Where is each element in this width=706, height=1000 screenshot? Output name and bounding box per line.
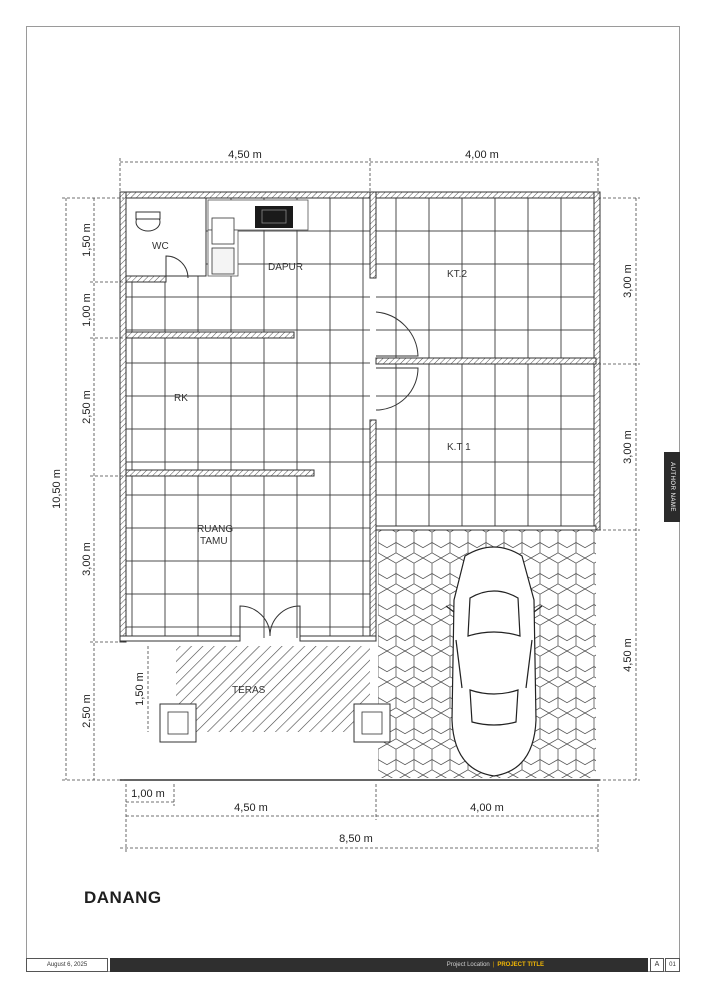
dim-left-rk: 2,50 m bbox=[81, 390, 93, 424]
dim-right-carport: 4,50 m bbox=[622, 638, 634, 672]
room-label-wc: WC bbox=[152, 241, 169, 252]
room-label-teras: TERAS bbox=[232, 685, 266, 696]
dim-right-kt2: 3,00 m bbox=[622, 264, 634, 298]
room-label-dapur: DAPUR bbox=[268, 262, 304, 273]
room-label-tamu: TAMU bbox=[200, 536, 228, 547]
wall-front-left bbox=[120, 636, 240, 641]
dim-bottom-right: 4,00 m bbox=[470, 802, 504, 814]
dim-top-left: 4,50 m bbox=[228, 149, 262, 161]
footer-sheet-letter: A bbox=[650, 958, 664, 972]
author-tab bbox=[664, 452, 680, 522]
partition-dapur bbox=[126, 332, 294, 338]
car-icon bbox=[446, 547, 542, 776]
wall-carport-top bbox=[376, 526, 596, 530]
sink-basin-icon bbox=[212, 248, 234, 274]
teras-hatch bbox=[176, 646, 370, 732]
dim-left-ruang-tamu: 3,00 m bbox=[81, 542, 93, 576]
dim-left-teras: 2,50 m bbox=[81, 694, 93, 728]
footer-sheet-number: 01 bbox=[665, 958, 680, 972]
wall-wc-bottom bbox=[126, 276, 166, 282]
dim-right-kt1: 3,00 m bbox=[622, 430, 634, 464]
room-label-kt2: KT.2 bbox=[447, 269, 468, 280]
dim-bottom-left: 4,50 m bbox=[234, 802, 268, 814]
wall-middle-upper bbox=[370, 192, 376, 278]
footer-date: August 6, 2025 bbox=[26, 958, 108, 972]
wall-top bbox=[120, 192, 600, 198]
partition-rk bbox=[126, 470, 314, 476]
room-label-rk: RK bbox=[174, 393, 188, 404]
sink-icon bbox=[212, 218, 234, 244]
title-block-footer bbox=[26, 958, 680, 972]
wall-left bbox=[120, 192, 126, 642]
dim-top-right: 4,00 m bbox=[465, 149, 499, 161]
dim-bottom-small: 1,00 m bbox=[131, 788, 165, 800]
footer-project-title: PROJECT TITLE bbox=[497, 962, 544, 968]
teras-column-right bbox=[354, 704, 390, 742]
author-name: AUTHOR NAME bbox=[669, 462, 675, 512]
teras-column-left bbox=[160, 704, 196, 742]
room-label-ruang: RUANG bbox=[197, 524, 234, 535]
dim-left-wc: 1,50 m bbox=[81, 223, 93, 257]
room-label-kt1: K.T 1 bbox=[447, 442, 471, 453]
toilet-tank-icon bbox=[136, 212, 160, 219]
wall-front-right bbox=[300, 636, 376, 641]
footer-bar bbox=[110, 958, 648, 972]
dim-bottom-overall: 8,50 m bbox=[339, 833, 373, 845]
dim-teras-inner: 1,50 m bbox=[134, 672, 146, 706]
wall-between-bedrooms bbox=[376, 358, 596, 364]
footer-location: Project Location bbox=[446, 962, 490, 968]
wall-middle-lower bbox=[370, 420, 376, 640]
dim-left-dapur: 1,00 m bbox=[81, 293, 93, 327]
footer-separator: | bbox=[492, 962, 495, 968]
client-name: DANANG bbox=[84, 888, 162, 907]
stove-icon bbox=[255, 206, 293, 228]
dim-left-overall: 10,50 m bbox=[51, 469, 63, 509]
